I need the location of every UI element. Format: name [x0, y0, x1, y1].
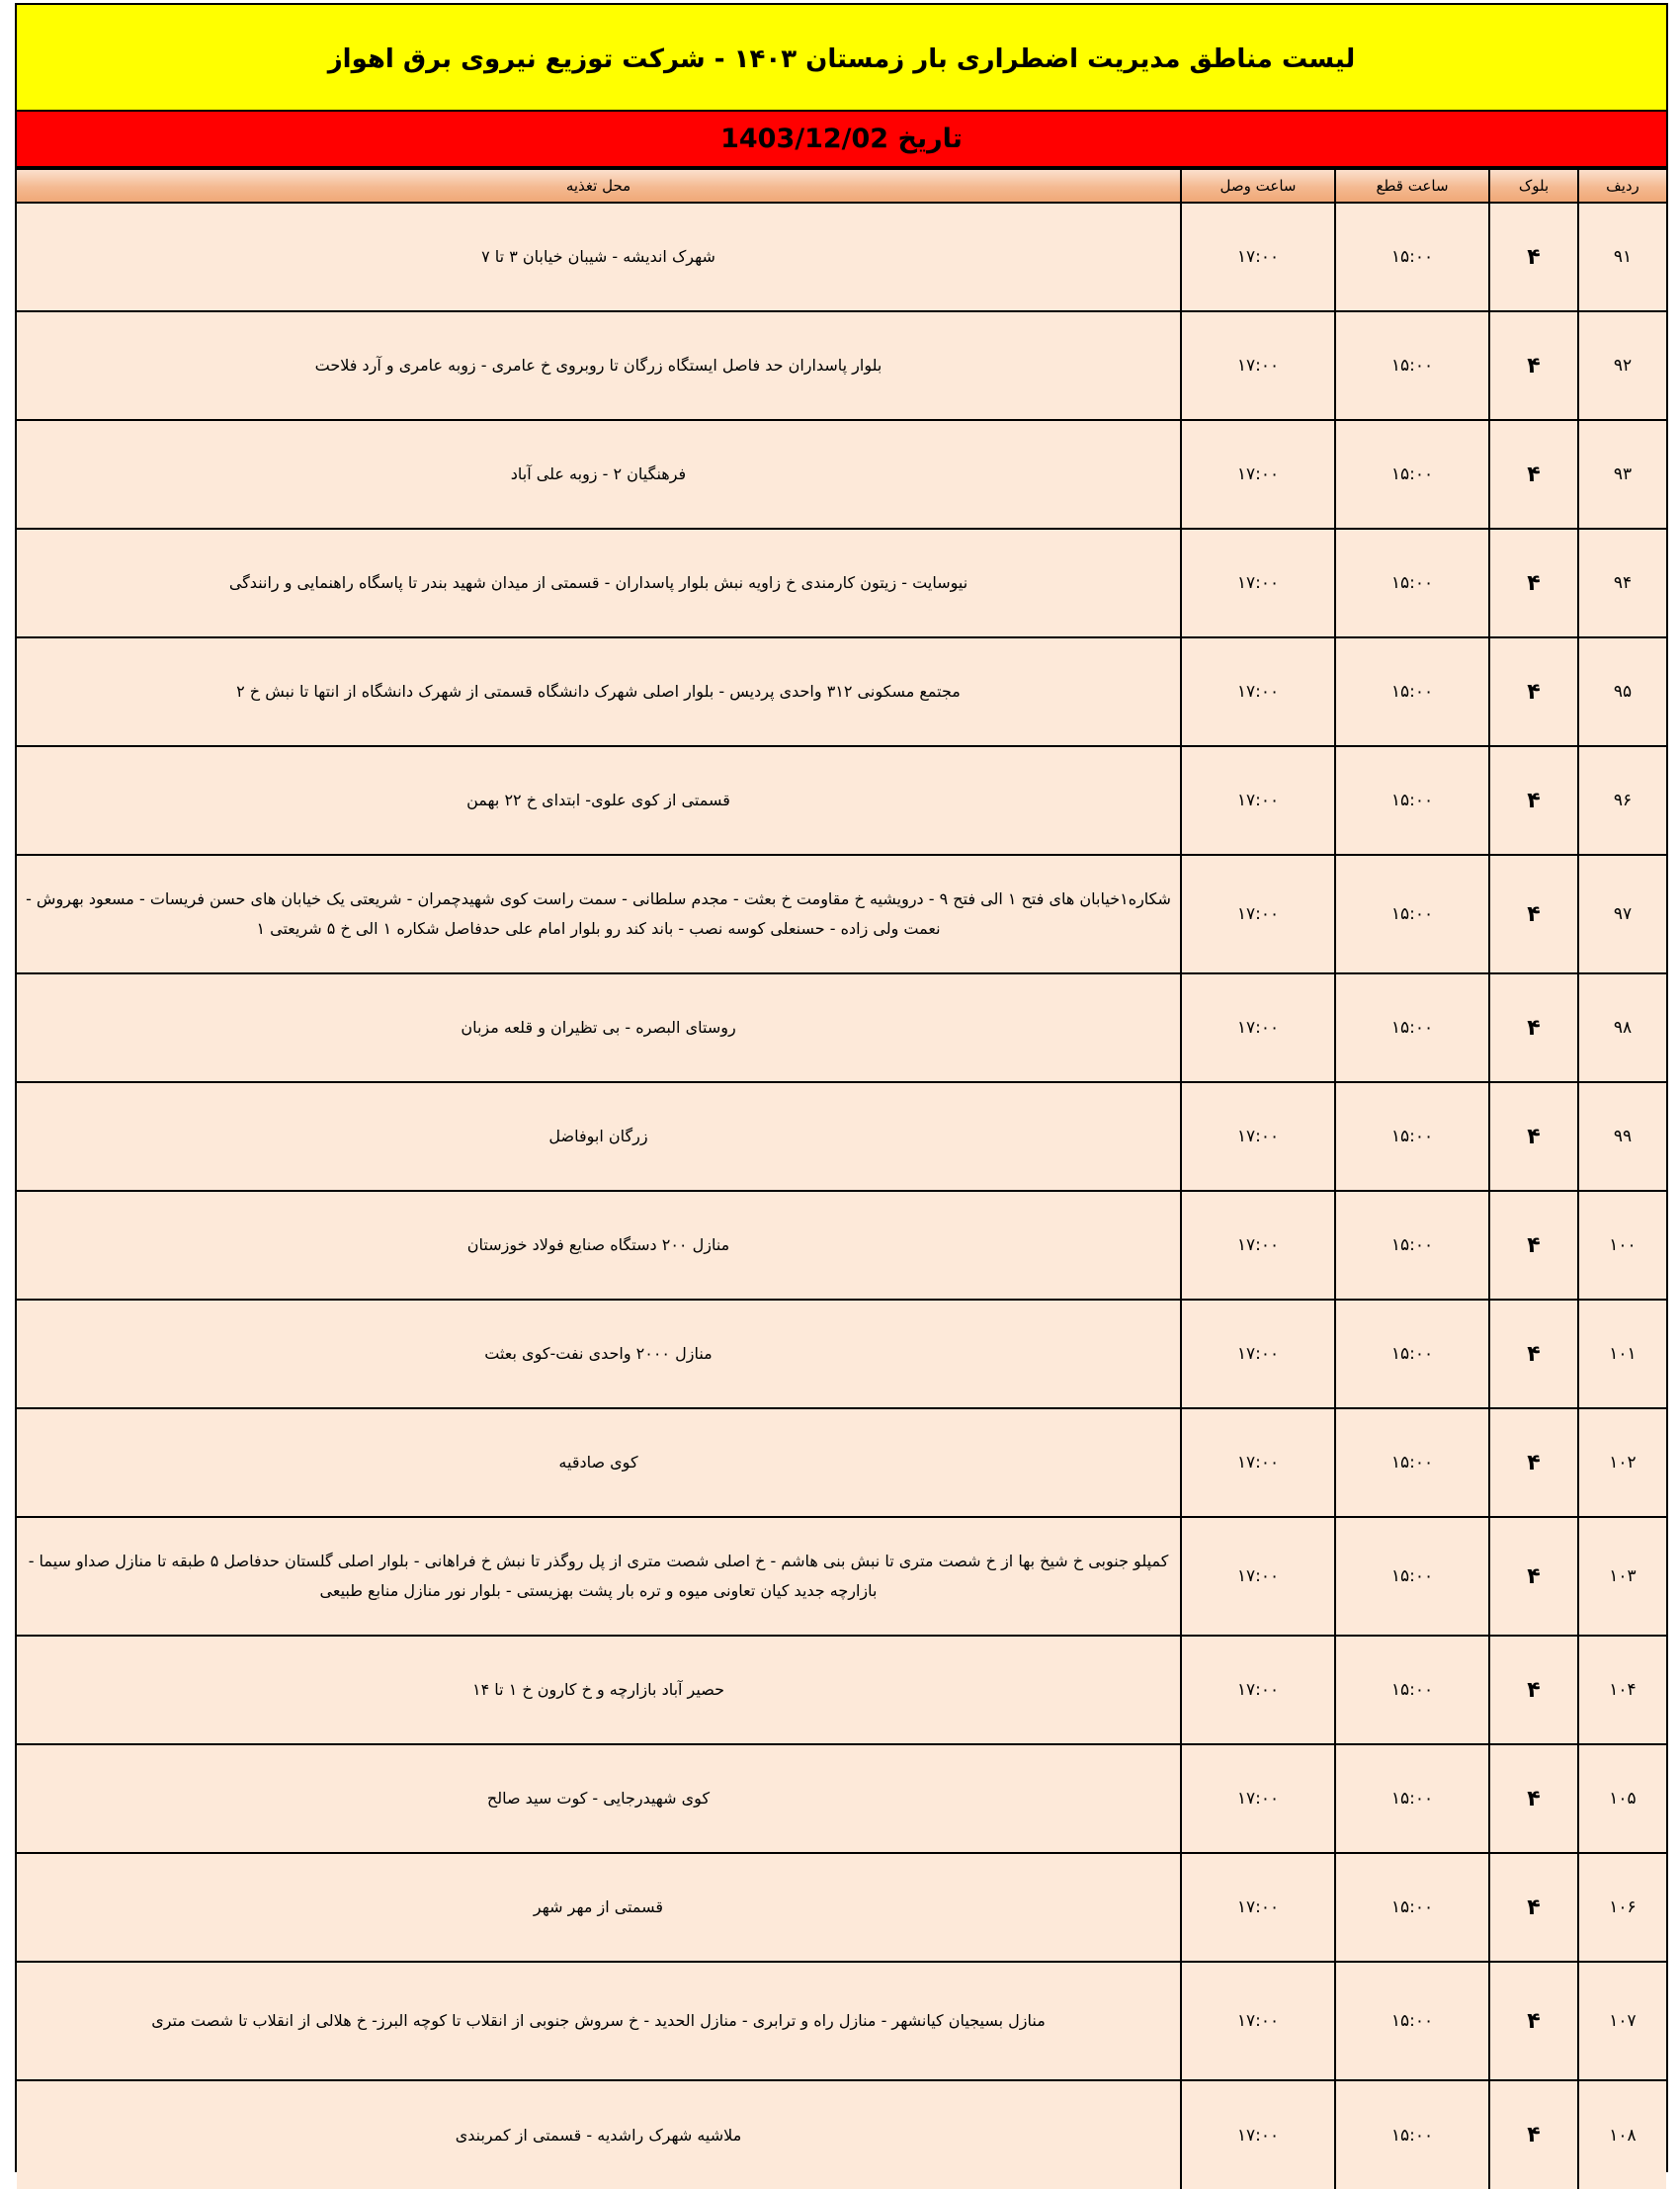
block-cell: ۴ — [1489, 203, 1578, 311]
table-row — [17, 2080, 1666, 2189]
table-row — [17, 855, 1666, 973]
header-block: بلوک — [1489, 169, 1578, 203]
location-cell: منازل ۲۰۰ دستگاه صنایع فولاد خوزستان — [17, 1191, 1181, 1300]
block-cell: ۴ — [1489, 1191, 1578, 1300]
block-cell: ۴ — [1489, 2080, 1578, 2189]
location-cell: قسمتی از کوی علوی- ابتدای خ ۲۲ بهمن — [17, 746, 1181, 855]
row-number-cell: ۱۰۸ — [1578, 2080, 1666, 2189]
location-cell: کوی شهیدرجایی - کوت سید صالح — [17, 1744, 1181, 1853]
cut-time-cell: ۱۵:۰۰ — [1335, 1191, 1489, 1300]
block-cell: ۴ — [1489, 311, 1578, 420]
cut-time-cell: ۱۵:۰۰ — [1335, 973, 1489, 1082]
block-cell: ۴ — [1489, 1853, 1578, 1962]
connect-time-cell: ۱۷:۰۰ — [1181, 855, 1335, 973]
cut-time-cell: ۱۵:۰۰ — [1335, 1744, 1489, 1853]
block-cell: ۴ — [1489, 973, 1578, 1082]
location-cell: بلوار پاسداران حد فاصل ایستگاه زرگان تا روبروی خ عامری - زوبه عامری و آرد فلاحت — [17, 311, 1181, 420]
cut-time-cell: ۱۵:۰۰ — [1335, 1408, 1489, 1517]
block-cell: ۴ — [1489, 529, 1578, 637]
block-cell: ۴ — [1489, 1300, 1578, 1408]
connect-time-cell: ۱۷:۰۰ — [1181, 1191, 1335, 1300]
table-row — [17, 1962, 1666, 2080]
row-number-cell: ۹۷ — [1578, 855, 1666, 973]
table-row — [17, 1744, 1666, 1853]
location-cell: کوی صادقیه — [17, 1408, 1181, 1517]
title-banner — [17, 5, 1666, 112]
table-row — [17, 1636, 1666, 1744]
row-number-cell: ۹۸ — [1578, 973, 1666, 1082]
table-row — [17, 746, 1666, 855]
cut-time-cell: ۱۵:۰۰ — [1335, 746, 1489, 855]
block-cell: ۴ — [1489, 420, 1578, 529]
row-number-cell: ۹۵ — [1578, 637, 1666, 746]
connect-time-cell: ۱۷:۰۰ — [1181, 1300, 1335, 1408]
location-cell: نیوسایت - زیتون کارمندی خ زاویه نبش بلوار پاسداران - قسمتی از میدان شهید بندر تا پاسگاه راهنمایی و رانندگی — [17, 529, 1181, 637]
cut-time-cell: ۱۵:۰۰ — [1335, 203, 1489, 311]
table-row — [17, 1082, 1666, 1191]
location-cell: کمپلو جنوبی خ شیخ بها از خ شصت متری تا نبش بنی هاشم - خ اصلی شصت متری از پل روگذر تا نبش خ فراهانی - بلوار اصلی گلستان حدفاصل ۵ طبقه تا منازل صداو سیما - بازارچه جدید کیان تعاونی میوه و تره بار پشت بهزیستی - بلوار نور منازل منابع طبیعی — [17, 1517, 1181, 1636]
row-number-cell: ۱۰۴ — [1578, 1636, 1666, 1744]
table-header-row — [17, 169, 1666, 203]
cut-time-cell: ۱۵:۰۰ — [1335, 1517, 1489, 1636]
row-number-cell: ۱۰۰ — [1578, 1191, 1666, 1300]
table-row — [17, 1408, 1666, 1517]
location-cell: منازل ۲۰۰۰ واحدی نفت-کوی بعثت — [17, 1300, 1181, 1408]
connect-time-cell: ۱۷:۰۰ — [1181, 420, 1335, 529]
table-row — [17, 420, 1666, 529]
row-number-cell: ۹۳ — [1578, 420, 1666, 529]
location-cell: فرهنگیان ۲ - زوبه علی آباد — [17, 420, 1181, 529]
connect-time-cell: ۱۷:۰۰ — [1181, 203, 1335, 311]
location-cell: قسمتی از مهر شهر — [17, 1853, 1181, 1962]
connect-time-cell: ۱۷:۰۰ — [1181, 973, 1335, 1082]
connect-time-cell: ۱۷:۰۰ — [1181, 1962, 1335, 2080]
location-cell: شهرک اندیشه - شیبان خیابان ۳ تا ۷ — [17, 203, 1181, 311]
header-cut-time: ساعت قطع — [1335, 169, 1489, 203]
header-connect-time: ساعت وصل — [1181, 169, 1335, 203]
page-title: لیست مناطق مدیریت اضطراری بار زمستان ۱۴۰۳ - شرکت توزیع نیروی برق اهواز — [327, 44, 1356, 74]
cut-time-cell: ۱۵:۰۰ — [1335, 1300, 1489, 1408]
row-number-cell: ۹۴ — [1578, 529, 1666, 637]
row-number-cell: ۹۹ — [1578, 1082, 1666, 1191]
location-cell: منازل بسیجیان کیانشهر - منازل راه و ترابری - منازل الحدید - خ سروش جنوبی از انقلاب تا کوچه البرز- خ هلالی از انقلاب تا شصت متری — [17, 1962, 1181, 2080]
table-body — [17, 203, 1666, 2189]
connect-time-cell: ۱۷:۰۰ — [1181, 1517, 1335, 1636]
outage-table — [17, 168, 1666, 2189]
block-cell: ۴ — [1489, 1962, 1578, 2080]
cut-time-cell: ۱۵:۰۰ — [1335, 855, 1489, 973]
location-cell: مجتمع مسکونی ۳۱۲ واحدی پردیس - بلوار اصلی شهرک دانشگاه قسمتی از شهرک دانشگاه از انتها تا نبش خ ۲ — [17, 637, 1181, 746]
cut-time-cell: ۱۵:۰۰ — [1335, 311, 1489, 420]
row-number-cell: ۹۶ — [1578, 746, 1666, 855]
row-number-cell: ۹۱ — [1578, 203, 1666, 311]
table-row — [17, 1191, 1666, 1300]
block-cell: ۴ — [1489, 855, 1578, 973]
cut-time-cell: ۱۵:۰۰ — [1335, 1962, 1489, 2080]
cut-time-cell: ۱۵:۰۰ — [1335, 1082, 1489, 1191]
cut-time-cell: ۱۵:۰۰ — [1335, 2080, 1489, 2189]
date-banner — [17, 112, 1666, 168]
block-cell: ۴ — [1489, 746, 1578, 855]
connect-time-cell: ۱۷:۰۰ — [1181, 1744, 1335, 1853]
block-cell: ۴ — [1489, 1744, 1578, 1853]
block-cell: ۴ — [1489, 1636, 1578, 1744]
location-cell: ملاشیه شهرک راشدیه - قسمتی از کمربندی — [17, 2080, 1181, 2189]
table-row — [17, 311, 1666, 420]
table-row — [17, 1517, 1666, 1636]
location-cell: حصیر آباد بازارچه و خ کارون خ ۱ تا ۱۴ — [17, 1636, 1181, 1744]
row-number-cell: ۹۲ — [1578, 311, 1666, 420]
connect-time-cell: ۱۷:۰۰ — [1181, 311, 1335, 420]
table-row — [17, 973, 1666, 1082]
row-number-cell: ۱۰۳ — [1578, 1517, 1666, 1636]
table-row — [17, 529, 1666, 637]
connect-time-cell: ۱۷:۰۰ — [1181, 1408, 1335, 1517]
header-row-number: ردیف — [1578, 169, 1666, 203]
block-cell: ۴ — [1489, 1408, 1578, 1517]
location-cell: شکاره۱خیابان های فتح ۱ الی فتح ۹ - درویشیه خ مقاومت خ بعثت - مجدم سلطانی - سمت راست کوی شهیدچمران - شریعتی یک خیابان های حسن فریسات - مسعود بهروش - نعمت ولی زاده - حسنعلی کوسه نصب - باند کند رو بلوار امام علی حدفاصل شکاره ۱ الی خ ۵ شریعتی ۱ — [17, 855, 1181, 973]
schedule-sheet — [15, 3, 1668, 2172]
location-cell: زرگان ابوفاضل — [17, 1082, 1181, 1191]
date-label: تاریخ 1403/12/02 — [720, 124, 963, 154]
header-location: محل تغذیه — [17, 169, 1181, 203]
cut-time-cell: ۱۵:۰۰ — [1335, 637, 1489, 746]
cut-time-cell: ۱۵:۰۰ — [1335, 1853, 1489, 1962]
location-cell: روستای البصره - بی تظیران و قلعه مزبان — [17, 973, 1181, 1082]
cut-time-cell: ۱۵:۰۰ — [1335, 1636, 1489, 1744]
connect-time-cell: ۱۷:۰۰ — [1181, 637, 1335, 746]
row-number-cell: ۱۰۱ — [1578, 1300, 1666, 1408]
table-row — [17, 637, 1666, 746]
row-number-cell: ۱۰۷ — [1578, 1962, 1666, 2080]
row-number-cell: ۱۰۵ — [1578, 1744, 1666, 1853]
connect-time-cell: ۱۷:۰۰ — [1181, 2080, 1335, 2189]
row-number-cell: ۱۰۶ — [1578, 1853, 1666, 1962]
connect-time-cell: ۱۷:۰۰ — [1181, 1082, 1335, 1191]
table-row — [17, 1853, 1666, 1962]
table-row — [17, 203, 1666, 311]
cut-time-cell: ۱۵:۰۰ — [1335, 529, 1489, 637]
connect-time-cell: ۱۷:۰۰ — [1181, 746, 1335, 855]
row-number-cell: ۱۰۲ — [1578, 1408, 1666, 1517]
block-cell: ۴ — [1489, 1082, 1578, 1191]
block-cell: ۴ — [1489, 1517, 1578, 1636]
block-cell: ۴ — [1489, 637, 1578, 746]
connect-time-cell: ۱۷:۰۰ — [1181, 1636, 1335, 1744]
connect-time-cell: ۱۷:۰۰ — [1181, 529, 1335, 637]
connect-time-cell: ۱۷:۰۰ — [1181, 1853, 1335, 1962]
cut-time-cell: ۱۵:۰۰ — [1335, 420, 1489, 529]
table-row — [17, 1300, 1666, 1408]
